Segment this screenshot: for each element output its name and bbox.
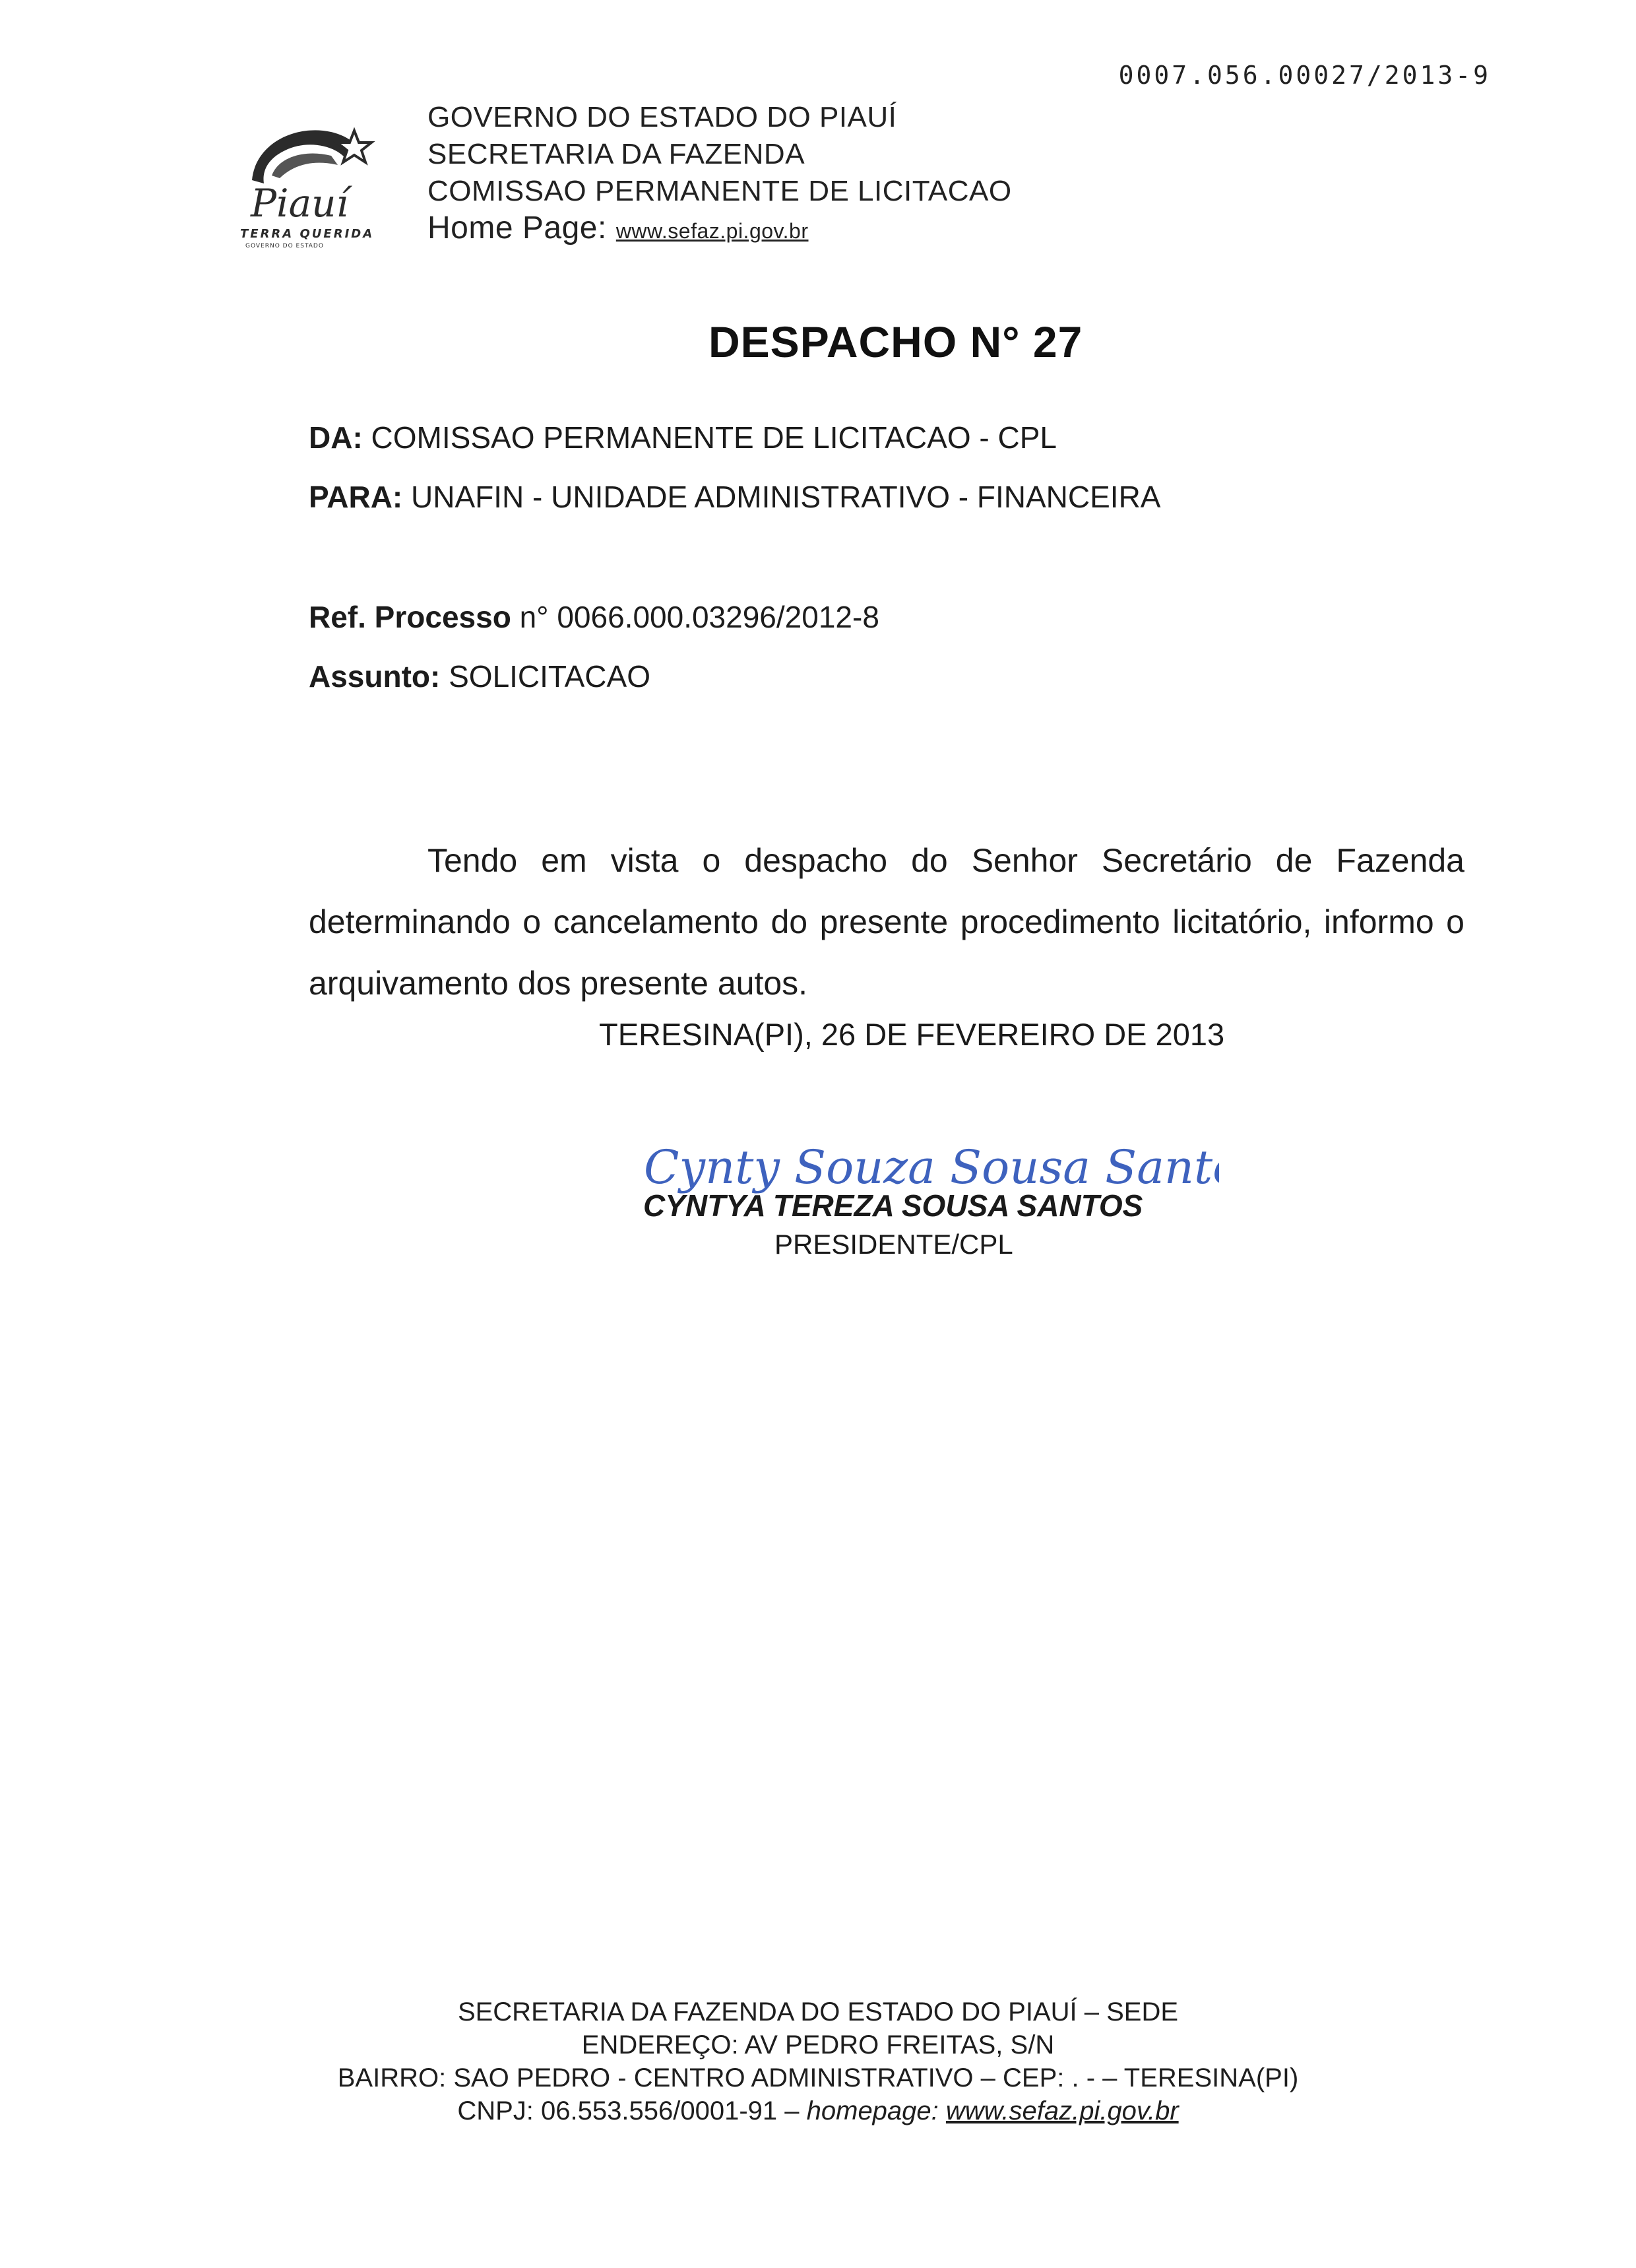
footer-line-4 [0, 2094, 1636, 2127]
signer-name: CYNTYA TEREZA SOUSA SANTOS [643, 1188, 1143, 1223]
from-value: COMISSAO PERMANENTE DE LICITACAO - CPL [371, 420, 1057, 455]
header-secretariat: SECRETARIA DA FAZENDA [427, 138, 805, 170]
logo-name: Piauí [251, 181, 349, 226]
homepage-label: Home Page: [427, 211, 607, 245]
logo-tagline: TERRA QUERIDA [240, 227, 375, 241]
reference-field [309, 599, 879, 635]
piaui-logo [232, 117, 384, 249]
from-label: DA: [309, 420, 363, 455]
footer-line-1: SECRETARIA DA FAZENDA DO ESTADO DO PIAUÍ – SEDE [457, 1997, 1179, 2026]
piaui-state-logo-icon [232, 117, 384, 249]
footer-cnpj: CNPJ: 06.553.556/0001-91 – [457, 2096, 800, 2125]
letterhead [427, 99, 1012, 249]
document-title: DESPACHO N° 27 [708, 317, 1083, 366]
to-field [309, 479, 1160, 515]
header-homepage [427, 210, 1012, 249]
signature-script: Cynty Souza Sousa Santos [644, 1140, 1219, 1194]
footer [0, 1995, 1636, 2127]
reference-label: Ref. Processo [309, 600, 511, 634]
body-text: Tendo em vista o despacho do Senhor Secretário de Fazenda determinando o cancelamento do presente procedimento licitatório, informo o arquivamento dos presente autos. [309, 842, 1464, 1002]
body-paragraph [309, 830, 1464, 1014]
footer-homepage-label: homepage: [806, 2096, 939, 2125]
footer-homepage-link[interactable]: www.sefaz.pi.gov.br [945, 2096, 1179, 2125]
homepage-link[interactable]: www.sefaz.pi.gov.br [615, 219, 809, 243]
dateline: TERESINA(PI), 26 DE FEVEREIRO DE 2013 [599, 1017, 1225, 1052]
header-commission: COMISSAO PERMANENTE DE LICITACAO [427, 175, 1012, 207]
from-field [309, 420, 1057, 455]
logo-subtagline: GOVERNO DO ESTADO [245, 243, 324, 249]
header-government: GOVERNO DO ESTADO DO PIAUÍ [427, 101, 897, 133]
footer-line-3: BAIRRO: SAO PEDRO - CENTRO ADMINISTRATIVO – CEP: . - – TERESINA(PI) [337, 2063, 1299, 2092]
subject-field [309, 659, 650, 694]
reference-value: n° 0066.000.03296/2012-8 [519, 600, 879, 634]
protocol-number: 0007.056.00027/2013-9 [1118, 61, 1491, 90]
signer-role: PRESIDENTE/CPL [774, 1229, 1013, 1260]
to-label: PARA: [309, 480, 403, 514]
to-value: UNAFIN - UNIDADE ADMINISTRATIVO - FINANCEIRA [411, 480, 1161, 514]
footer-line-2: ENDEREÇO: AV PEDRO FREITAS, S/N [581, 2030, 1055, 2059]
subject-value: SOLICITACAO [449, 659, 650, 694]
subject-label: Assunto: [309, 659, 441, 694]
